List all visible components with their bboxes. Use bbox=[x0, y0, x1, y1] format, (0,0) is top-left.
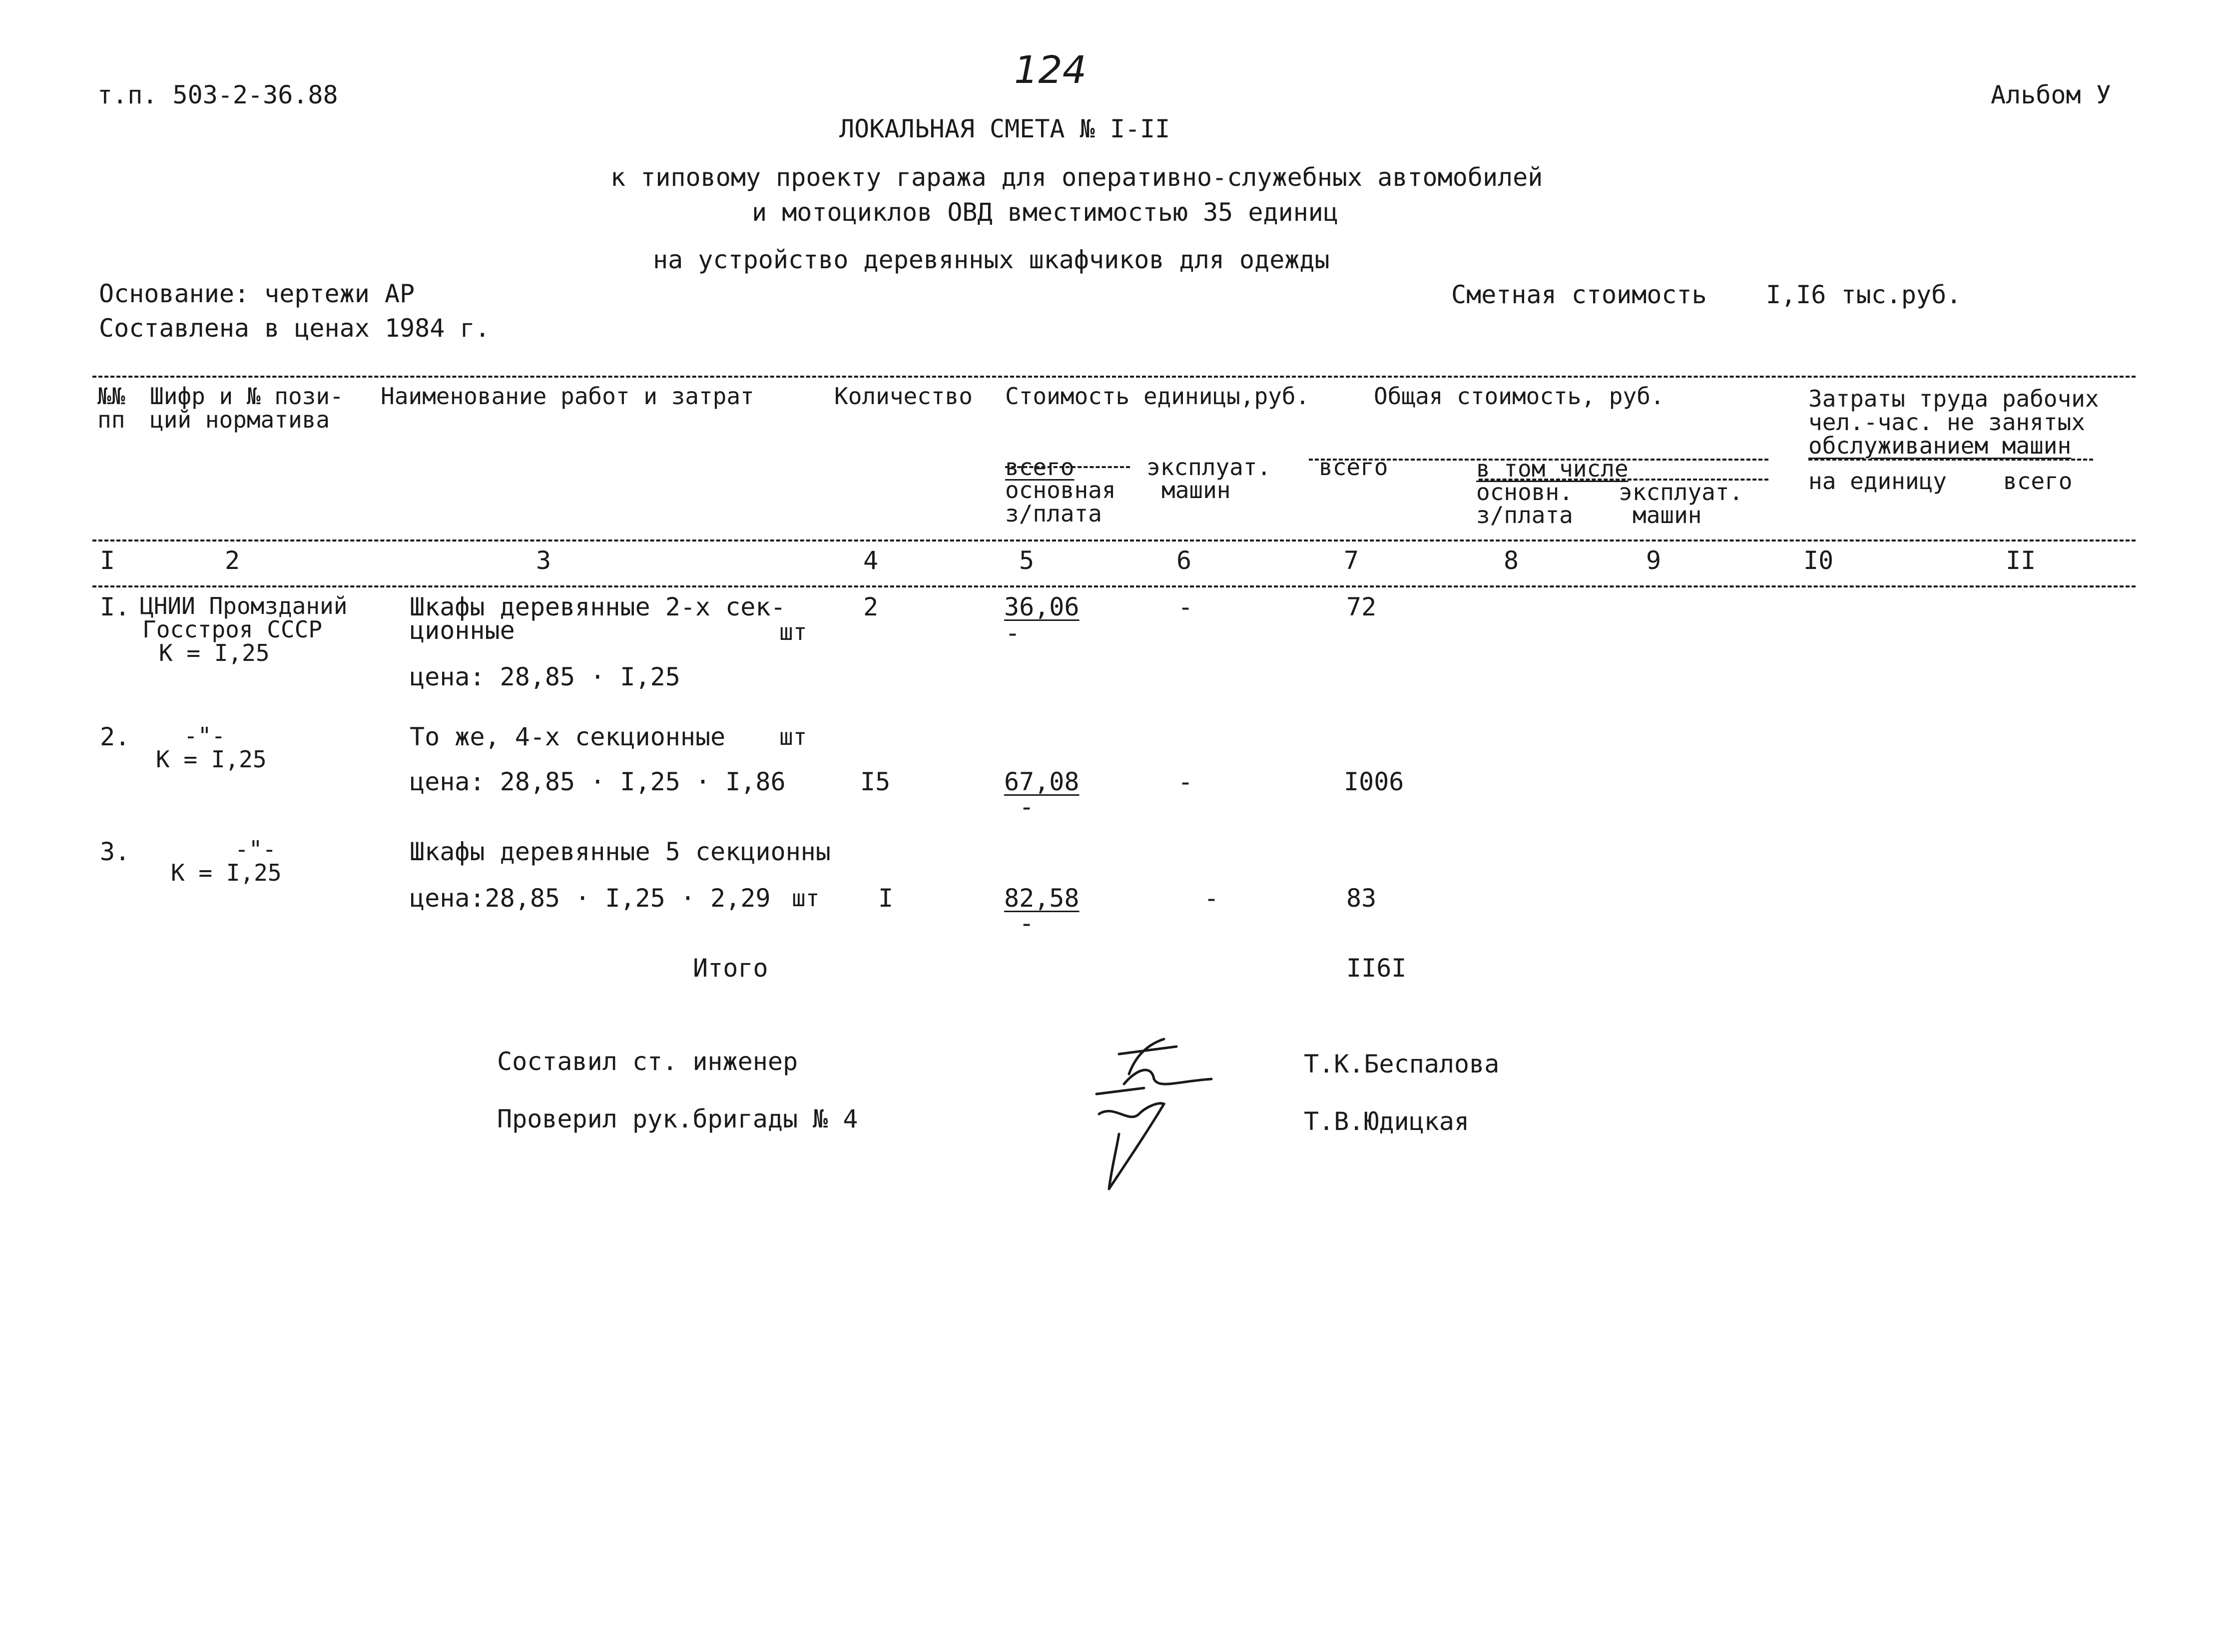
row-1-name-1: Шкафы деревянные 2-х сек- bbox=[410, 592, 786, 621]
project-code: т.п. 503-2-36.88 bbox=[97, 80, 338, 109]
column-number: 5 bbox=[1019, 546, 1035, 575]
col-header-total-cost: Общая стоимость, руб. bbox=[1374, 383, 1664, 410]
row-1-unit: шт bbox=[779, 618, 807, 645]
column-number: II bbox=[2006, 546, 2036, 575]
row-3-unit-basic: - bbox=[1019, 909, 1035, 938]
col-header-unit-basic-1: основная bbox=[1005, 477, 1116, 504]
row-1-quantity: 2 bbox=[863, 592, 879, 621]
row-3-unit-cost: 82,58 bbox=[1004, 884, 1080, 913]
row-3-name-1: Шкафы деревянные 5 секционны bbox=[410, 837, 831, 866]
compiled-by-name: Т.К.Беспалова bbox=[1304, 1050, 1500, 1079]
col-header-unit-cost: Стоимость единицы,руб. bbox=[1005, 383, 1310, 410]
document-subtitle-3: на устройство деревянных шкафчиков для одежды bbox=[653, 245, 1330, 274]
col-header-unit-machines-1: эксплуат. bbox=[1146, 454, 1271, 481]
column-numbers-rule bbox=[92, 585, 2136, 587]
row-3-machines: - bbox=[1204, 884, 1219, 913]
row-1-unit-cost: 36,06 bbox=[1004, 592, 1080, 621]
page-number: 124 bbox=[1014, 47, 1087, 92]
col-header-total-all: всего bbox=[1319, 454, 1388, 481]
column-number: 6 bbox=[1176, 546, 1192, 575]
total-label: Итого bbox=[693, 954, 768, 983]
col-header-labor-2: чел.-час. не занятых bbox=[1808, 409, 2085, 436]
row-1-total: 72 bbox=[1346, 592, 1377, 621]
row-2-num: 2. bbox=[100, 722, 130, 751]
row-2-code-2: К = I,25 bbox=[156, 746, 267, 773]
total-value: II6I bbox=[1346, 954, 1407, 983]
column-number: I0 bbox=[1803, 546, 1834, 575]
col-header-num-2: пп bbox=[97, 406, 125, 433]
table-top-rule bbox=[92, 376, 2136, 378]
col-header-labor-1: Затраты труда рабочих bbox=[1808, 385, 2099, 412]
row-2-code-1: -"- bbox=[184, 722, 226, 749]
col-header-including: в том числе bbox=[1476, 455, 1629, 482]
row-1-code-3: К = I,25 bbox=[159, 639, 270, 666]
col-header-incl-machines-2: машин bbox=[1633, 502, 1702, 529]
column-number: 9 bbox=[1646, 546, 1661, 575]
col-header-unit-machines-2: машин bbox=[1161, 477, 1231, 504]
row-2-quantity: I5 bbox=[860, 767, 891, 796]
document-title: ЛОКАЛЬНАЯ СМЕТА № I-II bbox=[839, 114, 1170, 143]
row-3-total: 83 bbox=[1346, 884, 1377, 913]
basis-text: Основание: чертежи АР bbox=[99, 279, 415, 308]
row-1-code-1: ЦНИИ Промзданий bbox=[140, 592, 348, 619]
row-3-num: 3. bbox=[100, 837, 130, 866]
header-bottom-rule bbox=[92, 540, 2136, 542]
column-number: 7 bbox=[1344, 546, 1359, 575]
row-3-code-1: -"- bbox=[235, 836, 277, 863]
column-number: I bbox=[100, 546, 115, 575]
row-2-name-1: То же, 4-х секционные bbox=[410, 722, 726, 751]
document-subtitle-1: к типовому проекту гаража для оперативно-служебных автомобилей bbox=[610, 163, 1543, 192]
checked-by-name: Т.В.Юдицкая bbox=[1304, 1107, 1470, 1136]
checked-by-label: Проверил рук.бригады № 4 bbox=[497, 1104, 858, 1133]
column-number: 3 bbox=[536, 546, 552, 575]
document-subtitle-2: и мотоциклов ОВД вместимостью 35 единиц bbox=[752, 198, 1338, 227]
col-header-incl-basic-1: основн. bbox=[1476, 479, 1573, 506]
row-1-code-2: Госстроя СССР bbox=[142, 616, 323, 643]
column-number: 2 bbox=[225, 546, 240, 575]
row-2-machines: - bbox=[1178, 767, 1193, 796]
col-header-unit-total: всего bbox=[1005, 454, 1075, 481]
signature-checker bbox=[1089, 1094, 1179, 1194]
row-3-quantity: I bbox=[878, 884, 894, 913]
col-header-name: Наименование работ и затрат bbox=[381, 383, 754, 410]
estimated-cost-value: I,I6 тыс.руб. bbox=[1766, 280, 1962, 309]
row-1-unit-basic: - bbox=[1005, 618, 1021, 647]
compiled-by-label: Составил ст. инженер bbox=[497, 1047, 798, 1076]
row-3-price: цена:28,85 · I,25 · 2,29 bbox=[410, 884, 771, 913]
album-label: Альбом У bbox=[1991, 80, 2111, 109]
row-1-price: цена: 28,85 · I,25 bbox=[410, 662, 680, 691]
row-3-unit: шт bbox=[792, 885, 820, 912]
col-header-quantity: Количество bbox=[834, 383, 973, 410]
col-header-num-1: №№ bbox=[97, 383, 125, 410]
row-1-machines: - bbox=[1178, 592, 1193, 621]
row-2-price: цена: 28,85 · I,25 · I,86 bbox=[410, 767, 786, 796]
column-number: 4 bbox=[863, 546, 879, 575]
row-2-total: I006 bbox=[1344, 767, 1404, 796]
col-header-code-1: Шифр и № пози- bbox=[150, 383, 344, 410]
col-header-unit-basic-2: з/плата bbox=[1005, 500, 1102, 527]
col-header-labor-3: обслуживанием машин bbox=[1808, 432, 2072, 459]
row-2-unit: шт bbox=[779, 723, 807, 750]
column-number: 8 bbox=[1504, 546, 1519, 575]
col-header-labor-per-unit: на единицу bbox=[1808, 468, 1947, 495]
row-3-code-2: К = I,25 bbox=[171, 859, 282, 886]
estimated-cost-label: Сметная стоимость bbox=[1451, 280, 1707, 309]
col-header-incl-machines-1: эксплуат. bbox=[1619, 479, 1743, 506]
prices-text: Составлена в ценах 1984 г. bbox=[99, 314, 490, 343]
row-1-name-2: ционные bbox=[410, 616, 515, 645]
col-header-labor-total: всего bbox=[2003, 468, 2073, 495]
col-header-code-2: ций норматива bbox=[150, 406, 330, 433]
col-header-incl-basic-2: з/плата bbox=[1476, 502, 1573, 529]
row-2-unit-basic: - bbox=[1019, 792, 1035, 821]
row-1-num: I. bbox=[100, 592, 130, 621]
row-2-unit-cost: 67,08 bbox=[1004, 767, 1080, 796]
